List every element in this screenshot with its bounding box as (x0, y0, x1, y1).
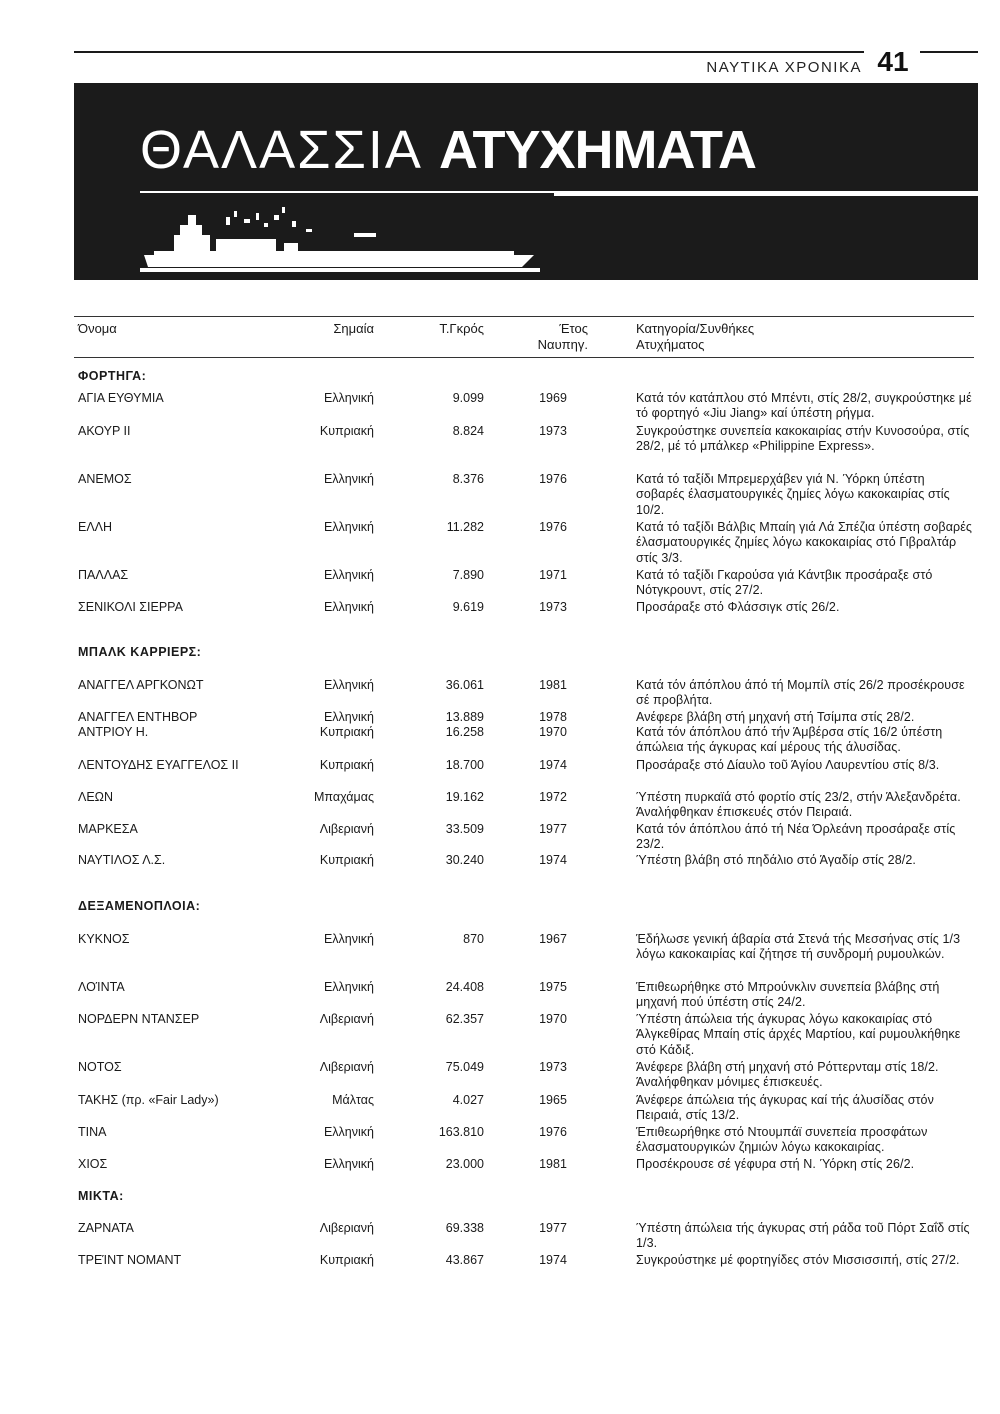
ship-name: ΑΝΕΜΟΣ (78, 472, 132, 486)
ship-tonnage: 24.408 (445, 980, 484, 994)
ship-flag: Ελληνική (323, 600, 374, 614)
ship-flag: Μπαχάμας (314, 790, 374, 804)
incident-description: Προσάραξε στό Δίαυλο τοῦ Άγίου Λαυρεντίου στίς 8/3. (636, 758, 940, 772)
ship-flag: Λιβεριανή (319, 1060, 374, 1074)
header-rule-top (74, 316, 974, 317)
banner-title-bold: ΑΤΥΧΗΜΑΤΑ (438, 120, 756, 180)
column-header-tonnage: Τ.Γκρός (439, 321, 484, 336)
ship-tonnage: 163.810 (438, 1125, 484, 1139)
banner-title-thin: ΘΑΛΑΣΣΙΑ (140, 120, 423, 180)
ship-year: 1974 (539, 758, 567, 772)
ship-name: ΤΡΕΊΝΤ ΝΟΜΑΝΤ (78, 1253, 182, 1267)
ship-flag: Ελληνική (323, 472, 374, 486)
ship-tonnage: 36.061 (445, 678, 484, 692)
column-header-flag: Σημαία (333, 321, 374, 336)
ship-illustration (134, 193, 554, 280)
ship-year: 1976 (539, 1125, 567, 1139)
section-title: ΜΙΚΤΑ: (78, 1189, 124, 1203)
incident-description: Κατά τόν άπόπλου άπό τή Μομπίλ στίς 26/2 προσέκρουσε σέ προβλήτα. (636, 678, 965, 708)
column-header-category (636, 321, 754, 353)
ship-flag: Μάλτας (332, 1093, 374, 1107)
incident-description: Συγκρούστηκε συνεπεία κακοκαιρίας στήν Κυνοσούρα, στίς 28/2, μέ τό μπάλκερ «Philippine Express». (636, 424, 970, 454)
ship-name: ΠΑΛΛΑΣ (78, 568, 129, 582)
incident-description: Έπιθεωρήθηκε στό Μπρούνκλιν συνεπεία βλάβης στή μηχανή πού ύπέστη στίς 24/2. (636, 980, 940, 1010)
page-number: 41 (877, 46, 909, 77)
running-title: ΝΑΥΤΙΚΑ ΧΡΟΝΙΚΑ (706, 59, 862, 76)
ship-year: 1976 (539, 520, 567, 534)
ship-tonnage: 30.240 (445, 853, 484, 867)
ship-year: 1970 (539, 725, 567, 739)
column-header-category-line2: Ατυχήματος (636, 337, 705, 352)
ship-flag: Κυπριακή (319, 725, 374, 739)
ship-tonnage: 8.824 (452, 424, 484, 438)
title-banner (74, 83, 978, 280)
ship-flag: Ελληνική (323, 678, 374, 692)
ship-tonnage: 4.027 (452, 1093, 484, 1107)
ship-year: 1967 (539, 932, 567, 946)
incident-description: Άνέφερε άπώλεια τής άγκυρας καί τής άλυσίδας στόν Πειραιά, στίς 13/2. (636, 1093, 934, 1123)
ship-year: 1973 (539, 424, 567, 438)
incident-description: Προσέκρουσε σέ γέφυρα στή Ν. Ύόρκη στίς 26/2. (636, 1157, 915, 1171)
incident-description: Προσάραξε στό Φλάσσιγκ στίς 26/2. (636, 600, 840, 614)
ship-tonnage: 23.000 (445, 1157, 484, 1171)
banner-title (140, 120, 756, 180)
ship-tonnage: 19.162 (445, 790, 484, 804)
ship-name: ΣΕΝΙΚΟΛΙ ΣΙΕΡΡΑ (78, 600, 183, 614)
ship-name: ΝΟΤΟΣ (78, 1060, 122, 1074)
incident-description: Ανέφερε βλάβη στή μηχανή στή Τσίμπα στίς 28/2. (636, 710, 915, 724)
ship-name: ΚΥΚΝΟΣ (78, 932, 130, 946)
header-rule-left (74, 51, 864, 53)
incident-description: Συγκρούστηκε μέ φορτηγίδες στόν Μισσισσιπή, στίς 27/2. (636, 1253, 960, 1267)
section-title: ΔΕΞΑΜΕΝΟΠΛΟΙΑ: (78, 899, 201, 913)
ship-year: 1977 (539, 1221, 567, 1235)
incident-description: Κατά τό ταξίδι Μπρεμερχάβεν γιά Ν. Ύόρκη ύπέστη σοβαρές έλασματουργικές ζημίες λόγω κακοκαιρίας στίς 10/2. (636, 472, 950, 517)
ship-flag: Ελληνική (323, 932, 374, 946)
ship-year: 1981 (539, 678, 567, 692)
ship-flag: Λιβεριανή (319, 822, 374, 836)
ship-year: 1965 (539, 1093, 567, 1107)
column-header-year (522, 321, 588, 353)
ship-tonnage: 33.509 (445, 822, 484, 836)
column-header-name: Όνομα (78, 321, 117, 336)
ship-flag: Κυπριακή (319, 853, 374, 867)
incident-description: Ύπέστη βλάβη στό πηδάλιο στό Άγαδίρ στίς 28/2. (636, 853, 916, 867)
ship-year: 1978 (539, 710, 567, 724)
ship-tonnage: 9.619 (452, 600, 484, 614)
ship-year: 1975 (539, 980, 567, 994)
ship-flag: Κυπριακή (319, 424, 374, 438)
ship-year: 1974 (539, 853, 567, 867)
ship-flag: Κυπριακή (319, 758, 374, 772)
ship-tonnage: 13.889 (445, 710, 484, 724)
column-header-year-line2: Ναυπηγ. (537, 337, 588, 352)
section-title: ΜΠΑΛΚ ΚΑΡΡΙΕΡΣ: (78, 645, 202, 659)
ship-flag: Ελληνική (323, 710, 374, 724)
ship-year: 1970 (539, 1012, 567, 1026)
ship-tonnage: 69.338 (445, 1221, 484, 1235)
ship-name: ΑΓΙΑ ΕΥΘΥΜΙΑ (78, 391, 164, 405)
ship-tonnage: 75.049 (445, 1060, 484, 1074)
ship-year: 1973 (539, 1060, 567, 1074)
ship-name: ΤΑΚΗΣ (πρ. «Fair Lady») (78, 1093, 219, 1107)
ship-tonnage: 7.890 (452, 568, 484, 582)
ship-tonnage: 8.376 (452, 472, 484, 486)
header-rule-right (920, 51, 978, 53)
ship-year: 1981 (539, 1157, 567, 1171)
ship-name: ΛΟΊΝΤΑ (78, 980, 125, 994)
section-title: ΦΟΡΤΗΓΑ: (78, 369, 147, 383)
incident-description: Άνέφερε βλάβη στή μηχανή στό Ρόττερνταμ στίς 18/2. Άναλήφθηκαν μόνιμες έπισκευές. (636, 1060, 939, 1090)
ship-tonnage: 870 (463, 932, 484, 946)
ship-name: ΑΝΑΓΓΕΛ ΕΝΤΗΒΟΡ (78, 710, 198, 724)
incident-description: Ύπέστη πυρκαϊά στό φορτίο στίς 23/2, στήν Άλεξανδρέτα. Άναλήφθηκαν έπισκευές στόν Πειραιά. (636, 790, 961, 820)
incident-description: Κατά τό ταξίδι Βάλβις Μπαίη γιά Λά Σπέζια ύπέστη σοβαρές έλασματουργικές ζημίες λόγω κακοκαιρίας στό Γιβραλτάρ στίς 3/3. (636, 520, 973, 565)
ship-flag: Ελληνική (323, 391, 374, 405)
incident-description: Έδήλωσε γενική άβαρία στά Στενά τής Μεσσήνας στίς 1/3 λόγω κακοκαιρίας καί ζήτησε τή συνδρομή ρυμουλκών. (636, 932, 961, 962)
ship-name: ΝΑΥΤΙΛΟΣ Λ.Σ. (78, 853, 166, 867)
ship-year: 1977 (539, 822, 567, 836)
incident-description: Κατά τόν άπόπλου άπό τή Νέα Όρλεάνη προσάραξε στίς 23/2. (636, 822, 956, 852)
ship-tonnage: 16.258 (445, 725, 484, 739)
incident-description: Ύπέστη άπώλεια τής άγκυρας στή ράδα τοῦ Πόρτ Σαΐδ στίς 1/3. (636, 1221, 970, 1251)
ship-flag: Ελληνική (323, 520, 374, 534)
ship-year: 1971 (539, 568, 567, 582)
ship-year: 1976 (539, 472, 567, 486)
ship-name: ΛΕΝΤΟΥΔΗΣ ΕΥΑΓΓΕΛΟΣ ΙΙ (78, 758, 239, 772)
incident-description: Κατά τό ταξίδι Γκαρούσα γιά Κάντβικ προσάραξε στό Νότγκρουντ, στίς 27/2. (636, 568, 933, 598)
ship-name: ΕΛΛΗ (78, 520, 113, 534)
ship-flag: Ελληνική (323, 980, 374, 994)
ship-year: 1969 (539, 391, 567, 405)
ship-flag: Ελληνική (323, 1125, 374, 1139)
ship-tonnage: 43.867 (445, 1253, 484, 1267)
ship-flag: Λιβεριανή (319, 1221, 374, 1235)
ship-year: 1972 (539, 790, 567, 804)
ship-tonnage: 62.357 (445, 1012, 484, 1026)
ship-flag: Ελληνική (323, 568, 374, 582)
ship-year: 1974 (539, 1253, 567, 1267)
ship-name: ΤΙΝΑ (78, 1125, 107, 1139)
incident-description: Κατά τόν άπόπλου άπό τήν Άμβέρσα στίς 16/2 ύπέστη άπώλεια τής άγκυρας καί μέρους τής άλυσίδας. (636, 725, 943, 755)
column-header-category-line1: Κατηγορία/Συνθήκες (636, 321, 755, 336)
ship-name: ΜΑΡΚΕΣΑ (78, 822, 138, 836)
ship-name: ΑΝΑΓΓΕΛ ΑΡΓΚΟΝΩΤ (78, 678, 204, 692)
header-rule-bottom (74, 357, 974, 358)
column-header-year-line1: Έτος (559, 321, 588, 336)
ship-tonnage: 18.700 (445, 758, 484, 772)
incident-description: Έπιθεωρήθηκε στό Ντουμπάϊ συνεπεία προσφάτων έλασματουργικών ζημιών λόγω κακοκαιρίας. (636, 1125, 928, 1155)
ship-tonnage: 9.099 (452, 391, 484, 405)
ship-flag: Ελληνική (323, 1157, 374, 1171)
ship-name: ΖΑΡΝΑΤΑ (78, 1221, 134, 1235)
ship-name: ΑΝΤΡΙΟΥ Η. (78, 725, 149, 739)
ship-name: ΑΚΟΥΡ ΙΙ (78, 424, 131, 438)
incident-description: Κατά τόν κατάπλου στό Μπέντι, στίς 28/2, συγκρούστηκε μέ τό φορτηγό «Jiu Jiang» καί ύπέστη ρήγμα. (636, 391, 972, 421)
ship-tonnage: 11.282 (446, 520, 484, 534)
ship-name: ΧΙΟΣ (78, 1157, 108, 1171)
ship-name: ΛΕΩΝ (78, 790, 114, 804)
ship-flag: Κυπριακή (319, 1253, 374, 1267)
incident-description: Ύπέστη άπώλεια τής άγκυρας λόγω κακοκαιρίας στό Άλγκεθίρας Μπαίη στίς άρχές Μαρτίου, καί ρυμουλκήθηκε στό Κάδιξ. (636, 1012, 961, 1057)
ship-year: 1973 (539, 600, 567, 614)
ship-flag: Λιβεριανή (319, 1012, 374, 1026)
ship-name: ΝΟΡΔΕΡΝ ΝΤΑΝΣΕΡ (78, 1012, 200, 1026)
